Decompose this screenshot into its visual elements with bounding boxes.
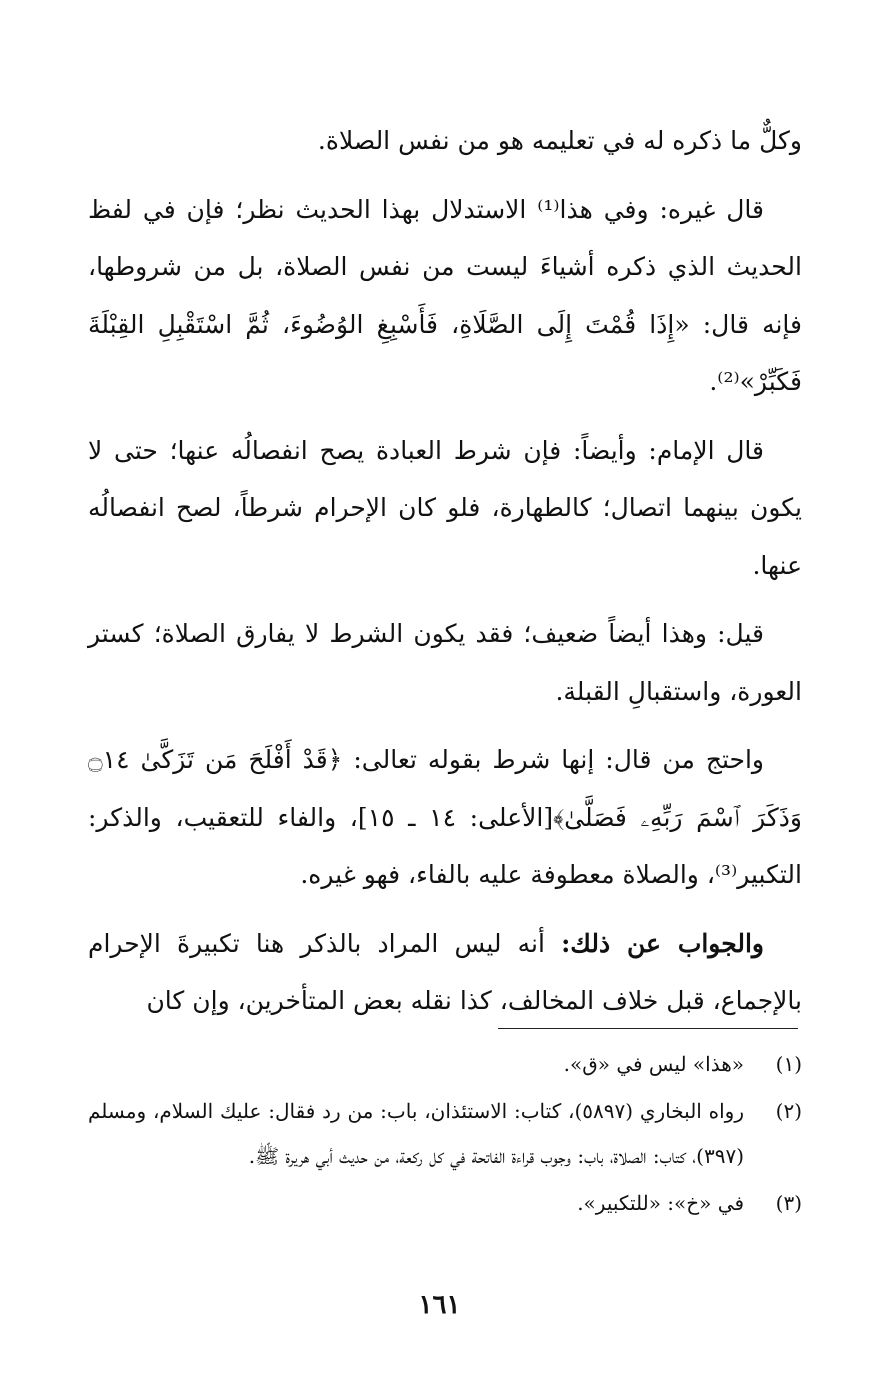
footnote-3-number: (٣) (775, 1191, 802, 1215)
paragraph-6-body: أنه ليس المراد بالذكر هنا تكبيرةَ الإحرام بالإجماع، قبل خلاف المخالف، كذا نقله بعض المتأخرين، وإن كان (88, 928, 802, 1015)
footnote-1 (88, 1042, 802, 1087)
footnote-1-number: (١) (775, 1052, 802, 1076)
paragraph-3: قال الإمام: وأيضاً: فإن شرط العبادة يصح انفصالُه عنها؛ حتى لا يكون بينهما اتصال؛ كالطهارة، فلو كان الإحرام شرطاً، لصح انفصالُه عنها. (88, 435, 802, 580)
footnote-3-text: في «خ»: «للتكبير». (577, 1191, 744, 1215)
paragraph-1: وكلٌّ ما ذكره له في تعليمه هو من نفس الصلاة. (317, 126, 802, 155)
footnote-1-text: «هذا» ليس في «ق». (563, 1052, 744, 1076)
main-text (88, 112, 802, 1041)
page-number: ١٦١ (418, 1290, 461, 1320)
footnote-2-number: (٢) (775, 1099, 802, 1123)
footnotes (88, 1042, 802, 1228)
paragraph-5: واحتج من قال: إنها شرط بقوله تعالى: ﴿قَدْ أَفْلَحَ مَن تَزَكَّىٰ ۝١٤ وَذَكَرَ ٱسْمَ رَبِّهِۦ فَصَلَّىٰ﴾[الأعلى: ١٤ ـ ١٥]، والفاء للتعقيب، والذكر: التكبير⁽³⁾، والصلاة معطوفة عليه بالفاء، فهو غيره. (88, 745, 803, 889)
footnote-2 (88, 1089, 802, 1179)
paragraph-6 (88, 915, 802, 1030)
paragraph-6-lead: والجواب عن ذلك: (561, 928, 764, 958)
paragraph-2: قال غيره: وفي هذا⁽¹⁾ الاستدلال بهذا الحديث نظر؛ فإن في لفظ الحديث الذي ذكره أشياءَ ليست من نفس الصلاة، بل من شروطها، فإنه قال: «إِذَا قُمْتَ إِلَى الصَّلَاةِ، فَأَسْبِغِ الوُضُوءَ، ثُمَّ اسْتَقْبِلِ القِبْلَةَ فَكَبِّرْ»⁽²⁾. (88, 194, 802, 396)
footnote-3 (88, 1181, 802, 1226)
paragraph-4: قيل: وهذا أيضاً ضعيف؛ فقد يكون الشرط لا يفارق الصلاة؛ كستر العورة، واستقبالِ القبلة. (88, 619, 802, 706)
footnote-2-text: رواه البخاري (٥٨٩٧)، كتاب: الاستئذان، باب: من رد فقال: عليك السلام، ومسلم (٣٩٧)، كتاب: الصلاة، باب: وجوب قراءة الفاتحة في كل ركعة، من حديث أبي هريرة ﷺ. (88, 1099, 745, 1168)
footnote-divider (498, 1028, 798, 1029)
